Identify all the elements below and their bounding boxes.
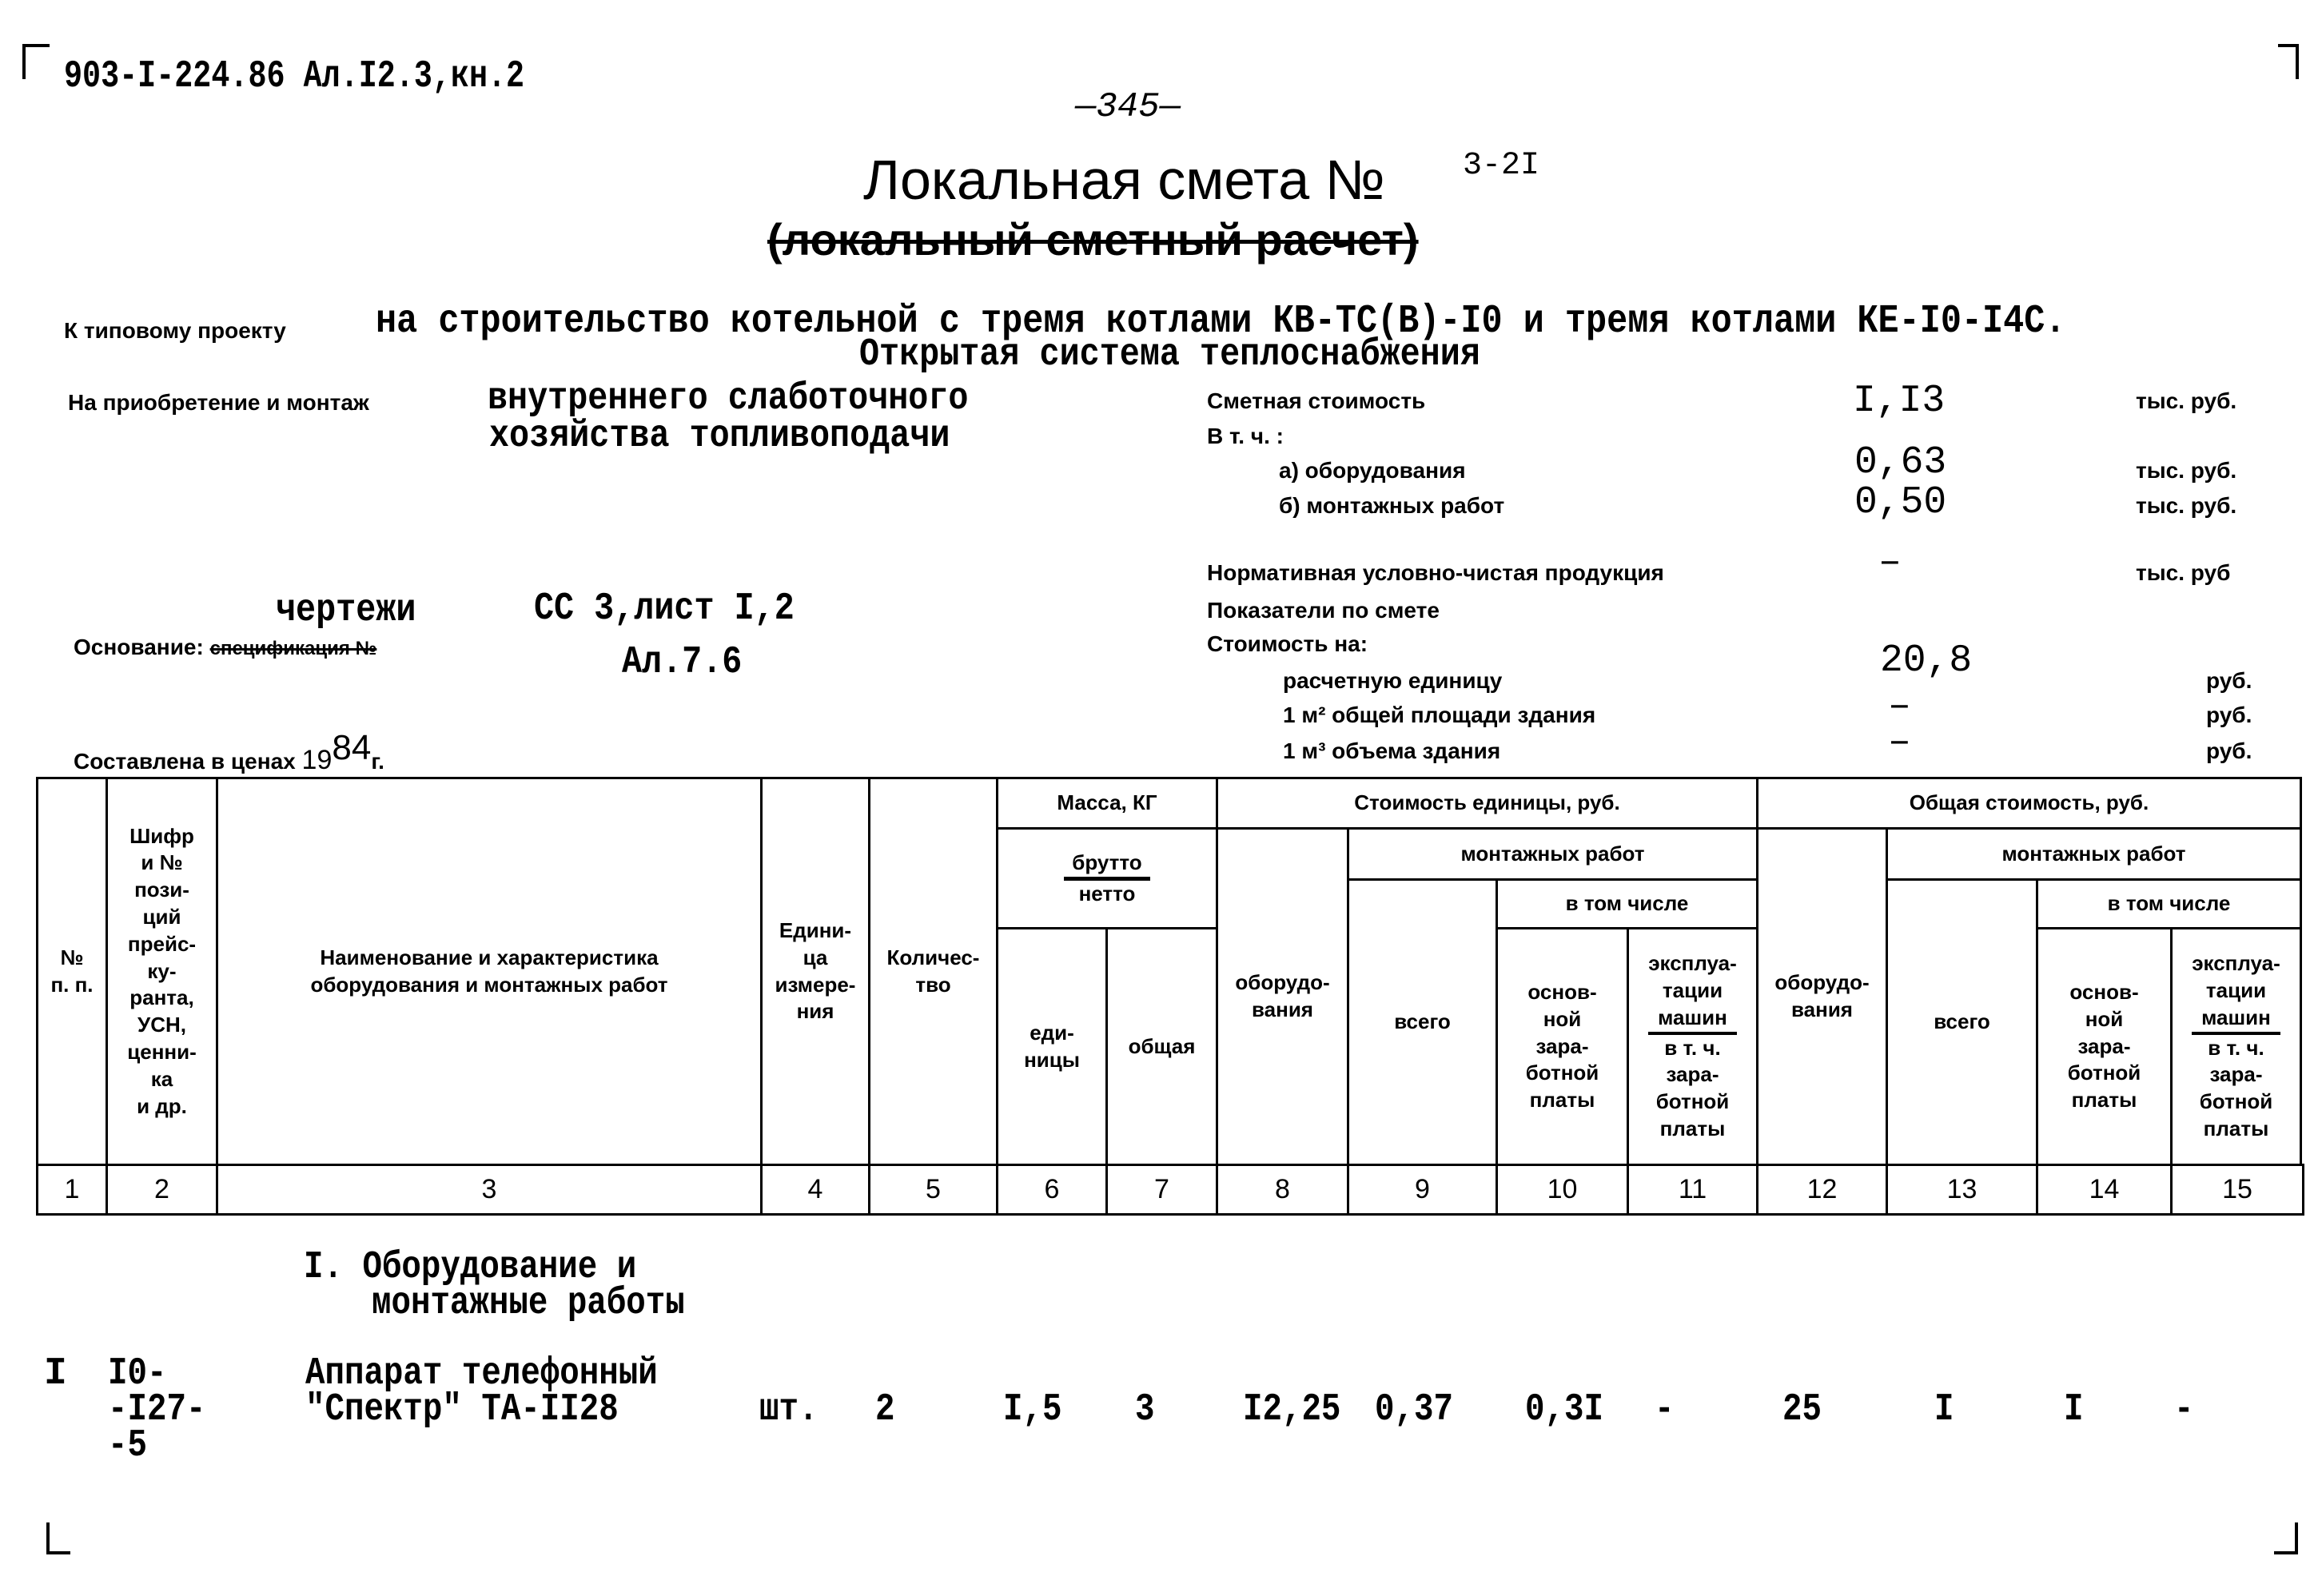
- cost-label-cost-per: Стоимость на:: [1207, 631, 1368, 656]
- cost-label-per-volume: 1 м³ объема здания: [1283, 738, 1501, 763]
- project-label: К типовому проекту: [64, 318, 286, 343]
- th-unit-machines: [1627, 927, 1758, 1166]
- cost-label-indicators: Показатели по смете: [1207, 598, 1440, 623]
- row-name-1: Аппарат телефонный: [305, 1352, 658, 1395]
- column-number-1: 1: [36, 1164, 108, 1216]
- estimate-number: 3-2I: [1463, 148, 1540, 184]
- column-number-3: 3: [216, 1164, 763, 1216]
- column-number-13: 13: [1886, 1164, 2038, 1216]
- cost-label-per-area: 1 м² общей площади здания: [1283, 702, 1596, 727]
- row-value-total-wage: I: [2064, 1388, 2084, 1431]
- cost-label-installation: б) монтажных работ: [1279, 493, 1505, 518]
- row-value-unit-equipment: I2,25: [1243, 1388, 1341, 1431]
- row-name-2: "Спектр" ТА-II28: [305, 1388, 619, 1431]
- cost-unit-installation: тыс. руб.: [2136, 493, 2237, 518]
- cost-value-per-area: –: [1888, 685, 1911, 728]
- th-unit-incl: в том числе: [1496, 878, 1758, 929]
- row-value-mass-total: 3: [1135, 1388, 1155, 1431]
- th-total-incl: в том числе: [2036, 878, 2302, 929]
- purpose-line1: внутреннего слаботочного: [488, 377, 969, 420]
- row-value-total-equipment: 25: [1782, 1388, 1822, 1431]
- prices-suffix: г.: [371, 749, 384, 774]
- cost-unit-normative: тыс. руб: [2136, 560, 2231, 585]
- th-total-machines-wage: в т. ч. зара- ботной платы: [2199, 1035, 2273, 1140]
- corner-mark-bottom-right: [2274, 1522, 2298, 1554]
- th-unit-install: монтажных работ: [1347, 827, 1758, 881]
- th-unit-machines-wage: в т. ч. зара- ботной платы: [1655, 1035, 1730, 1140]
- basis-struck-text: спецификация №: [209, 638, 377, 659]
- cost-value-normative: –: [1878, 541, 1902, 584]
- corner-mark-bottom-left: [46, 1522, 70, 1554]
- project-line2: Открытая система теплоснабжения: [859, 333, 1480, 376]
- cost-unit-per-area: руб.: [2206, 702, 2252, 727]
- row-value-unit-install-all: 0,37: [1375, 1388, 1453, 1431]
- th-unit-machines-text: эксплуа- тации машин: [1648, 950, 1737, 1034]
- th-total-machines: [2170, 927, 2302, 1166]
- cost-value-unit: 20,8: [1880, 639, 1973, 683]
- cost-value-equipment: 0,63: [1854, 441, 1947, 484]
- column-number-14: 14: [2036, 1164, 2173, 1216]
- column-number-5: 5: [868, 1164, 998, 1216]
- section-title-line1: I. Оборудование и: [304, 1246, 637, 1289]
- th-brutto-netto: [996, 827, 1218, 929]
- cost-label-per-unit: расчетную единицу: [1283, 668, 1503, 693]
- purpose-label: На приобретение и монтаж: [68, 390, 369, 415]
- column-number-4: 4: [760, 1164, 870, 1216]
- th-unit-all: всего: [1347, 878, 1498, 1166]
- th-total-equipment: оборудо- вания: [1756, 827, 1888, 1166]
- column-number-12: 12: [1756, 1164, 1888, 1216]
- cost-label-including: В т. ч. :: [1207, 424, 1284, 448]
- th-brutto: брутто: [1064, 850, 1149, 881]
- project-line1: на строительство котельной с тремя котлами КВ-ТС(В)-I0 и тремя котлами КЕ-I0-I4С.: [376, 299, 2066, 344]
- th-total-machines-text: эксплуа- тации машин: [2192, 950, 2280, 1034]
- cost-value-installation: 0,50: [1854, 481, 1947, 524]
- th-unit-wage: основ- ной зара- ботной платы: [1496, 927, 1629, 1166]
- row-code-3: -5: [108, 1424, 147, 1467]
- purpose-line2: хозяйства топливоподачи: [489, 415, 950, 458]
- cost-label-total: Сметная стоимость: [1207, 388, 1426, 413]
- section-title-line2: монтажные работы: [372, 1282, 685, 1325]
- cost-value-total: I,I3: [1853, 380, 1946, 423]
- row-value-unit-machines: -: [1655, 1388, 1675, 1431]
- cost-unit-per-unit: руб.: [2206, 668, 2252, 693]
- th-quantity: Количес- тво: [868, 777, 998, 1166]
- basis-label-text: Основание:: [74, 635, 204, 659]
- th-netto: нетто: [1078, 881, 1136, 905]
- prices-year: 84: [332, 728, 372, 767]
- page-title: Локальная смета №: [863, 149, 1385, 211]
- corner-mark-top-left: [22, 44, 50, 79]
- row-value-unit: шт.: [759, 1388, 818, 1431]
- column-number-6: 6: [996, 1164, 1108, 1216]
- column-number-11: 11: [1627, 1164, 1758, 1216]
- row-code-2: -I27-: [108, 1388, 206, 1431]
- th-total-install: монтажных работ: [1886, 827, 2302, 881]
- th-unit-cost: Стоимость единицы, руб.: [1216, 777, 1758, 830]
- row-code-1: I0-: [108, 1352, 167, 1395]
- th-number: № п. п.: [36, 777, 108, 1166]
- prices-label-text: Составлена в ценах: [74, 749, 296, 774]
- column-number-15: 15: [2170, 1164, 2304, 1216]
- cost-label-normative: Нормативная условно-чистая продукция: [1207, 560, 1664, 585]
- cost-unit-equipment: тыс. руб.: [2136, 458, 2237, 483]
- cost-value-per-volume: –: [1888, 721, 1911, 764]
- struck-subtitle: (локальный сметный расчет): [767, 214, 1419, 265]
- prices-year-prefix: 19: [301, 745, 333, 775]
- column-number-9: 9: [1347, 1164, 1498, 1216]
- document-code: 903-I-224.86 Ал.I2.3,кн.2: [64, 55, 525, 98]
- th-unit-equipment: оборудо- вания: [1216, 827, 1349, 1166]
- column-number-7: 7: [1105, 1164, 1218, 1216]
- row-value-total-install-all: I: [1934, 1388, 1954, 1431]
- cost-unit-per-volume: руб.: [2206, 738, 2252, 763]
- prices-label: [74, 728, 384, 775]
- th-mass-total: общая: [1105, 927, 1218, 1166]
- row-value-unit-wage: 0,3I: [1525, 1388, 1603, 1431]
- basis-ref2: Ал.7.6: [622, 641, 743, 684]
- basis-label: [74, 636, 376, 659]
- row-value-mass-unit: I,5: [1003, 1388, 1062, 1431]
- th-total-all: всего: [1886, 878, 2038, 1166]
- corner-mark-top-right: [2278, 44, 2299, 79]
- basis-drawings: чертежи: [276, 589, 416, 632]
- row-value-quantity: 2: [875, 1388, 895, 1431]
- basis-drawings-ref: СС 3,лист I,2: [534, 587, 795, 631]
- column-number-2: 2: [106, 1164, 218, 1216]
- cost-unit-total: тыс. руб.: [2136, 388, 2237, 413]
- row-number: I: [44, 1352, 67, 1395]
- row-value-total-machines: -: [2174, 1388, 2194, 1431]
- cost-label-equipment: а) оборудования: [1279, 458, 1466, 483]
- page-number: —345—: [1075, 87, 1181, 127]
- th-mass-unit: еди- ницы: [996, 927, 1108, 1166]
- th-code: Шифр и № пози- ций прейс- ку- ранта, УСН, ценни- ка и др.: [106, 777, 218, 1166]
- th-mass: Масса, КГ: [996, 777, 1218, 830]
- th-total-cost: Общая стоимость, руб.: [1756, 777, 2302, 830]
- th-name: Наименование и характеристика оборудования и монтажных работ: [216, 777, 763, 1166]
- th-total-wage: основ- ной зара- ботной платы: [2036, 927, 2173, 1166]
- column-number-8: 8: [1216, 1164, 1349, 1216]
- th-unit: Едини- ца измере- ния: [760, 777, 870, 1166]
- column-number-10: 10: [1496, 1164, 1629, 1216]
